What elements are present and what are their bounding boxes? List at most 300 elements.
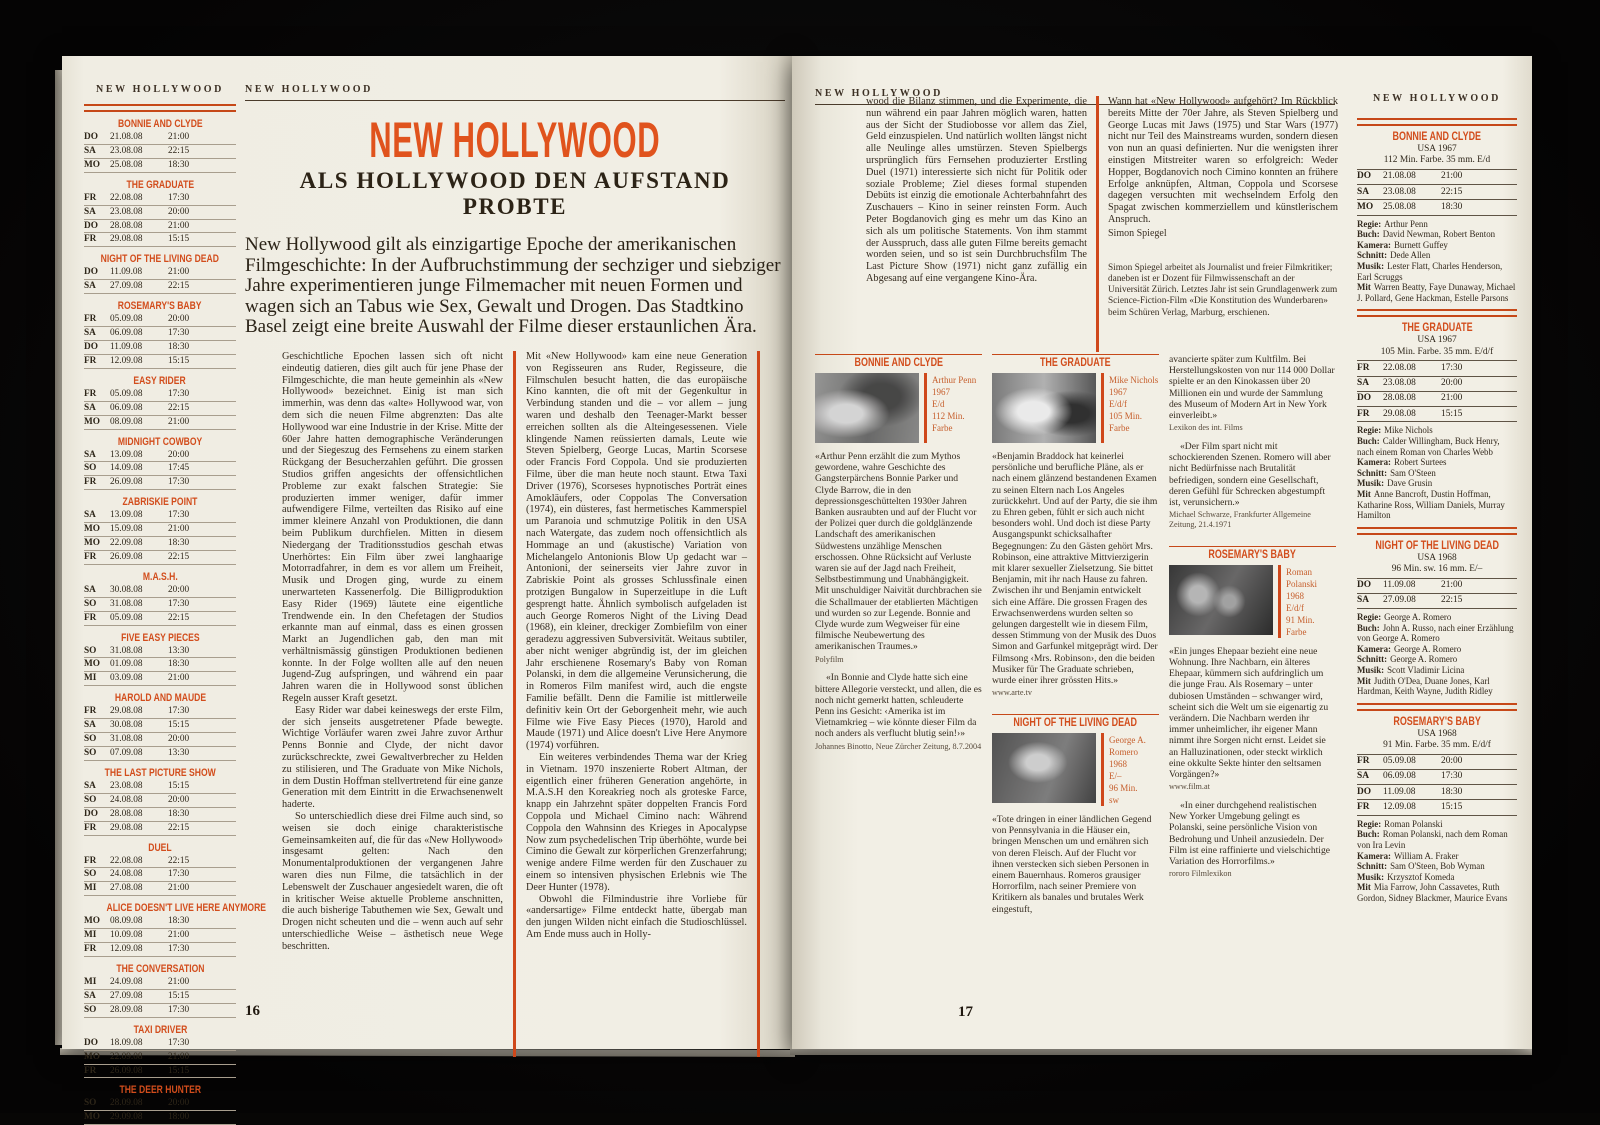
showing-row <box>84 672 236 686</box>
credit-label: Musik: <box>1357 871 1385 882</box>
showing-row <box>84 915 236 929</box>
showing-time: 13:30 <box>168 645 190 656</box>
column-divider <box>513 351 516 1057</box>
credit-line: Mike Nichols <box>1109 375 1159 385</box>
showing-date: 27.08.08 <box>110 883 143 894</box>
showing-date: 21.08.08 <box>1383 171 1416 182</box>
showing-time: 20:00 <box>168 794 190 805</box>
showing-time: 18:00 <box>168 1112 190 1123</box>
showing-day: DO <box>1357 393 1372 404</box>
film-title: EASY RIDER <box>133 374 187 387</box>
film-info-block <box>1357 527 1517 697</box>
credit-line: 1967 <box>932 387 950 397</box>
showings <box>1357 578 1517 610</box>
credit-value: Dave Grusin <box>1387 478 1433 489</box>
credit-label: Musik: <box>1357 665 1385 676</box>
showing-date: 13.09.08 <box>110 510 143 521</box>
credit-value: Mike Nichols <box>1384 425 1433 436</box>
showing-day: FR <box>84 477 97 488</box>
body-paragraph: wood die Bilanz stimmen, und die Experimente, die nun während ein paar Jahren möglich waren, hatten aus der Sicht der Studiobosse vor allem das Ziel, Geld einzuspielen. Und natürlich wollten längst nicht alle Neulinge alles umstürzen. Steven Spielbergs ursprünglich fürs Fernsehen produzierter Erstling Duel (1971) interessierte sich nicht für Politik oder soziale Probleme; Ziel dieses formal stupenden Debüts ist einzig die emotionale Achterbahnfahrt des Zuschauers – Kino in seiner reinsten Form. Auch Peter Bogdanovich ging es mehr um das Kino an sich als um politische Statements. Von ihm stammt der Ausspruch, dass alle guten Filme bereits gemacht worden seien, und so ist sein Durchbruchsfilm The Last Picture Show (1971) nicht ganz zufällig ein Abgesang auf eine vergangene Kino-Ära. <box>866 96 1087 284</box>
showing-day: FR <box>84 1065 97 1076</box>
credit-label: Mit <box>1357 675 1371 686</box>
showing-day: FR <box>84 706 97 717</box>
showing-date: 12.09.08 <box>1383 801 1416 812</box>
showing-day: SO <box>84 869 97 880</box>
showing-day: SA <box>84 206 96 217</box>
film-format: 91 Min. Farbe. 35 mm. E/d/f <box>1383 740 1491 751</box>
review-title-night-of-the-living-dead: NIGHT OF THE LIVING DEAD <box>1013 717 1138 730</box>
showing-row <box>84 929 236 943</box>
showing-day: DO <box>84 1037 98 1048</box>
showing-date: 22.08.08 <box>110 855 143 866</box>
showing-day: SA <box>84 402 96 413</box>
showing-day: SA <box>1357 186 1369 197</box>
credit-label: Mit <box>1357 488 1371 499</box>
showings <box>84 388 236 430</box>
showing-day: SO <box>84 463 97 474</box>
showing-day: DO <box>1357 786 1372 797</box>
credit-label: Kamera: <box>1357 239 1392 250</box>
photo-credits <box>1109 733 1159 806</box>
film-format: 96 Min. sw. 16 mm. E/– <box>1391 564 1483 575</box>
showing-day: DO <box>84 808 98 819</box>
film-info-block <box>1357 703 1517 904</box>
double-rule <box>1357 118 1517 126</box>
photo-credits <box>932 373 976 443</box>
credit-value: Krzysztof Komeda <box>1387 871 1455 882</box>
showing-day: MI <box>84 976 97 987</box>
showing-date: 12.09.08 <box>110 944 143 955</box>
showing-date: 22.08.08 <box>1383 362 1416 373</box>
showing-day: FR <box>1357 756 1370 767</box>
film-country-year: USA 1967 <box>1417 335 1457 346</box>
showing-date: 14.09.08 <box>110 463 143 474</box>
showing-row <box>84 355 236 369</box>
credit-line <box>1357 250 1517 261</box>
showing-date: 05.09.08 <box>1383 756 1416 767</box>
film-photo-the-graduate <box>992 373 1096 443</box>
showing-time: 17:30 <box>168 192 190 203</box>
film-photo-bonnie-and-clyde <box>815 373 919 443</box>
showing-row <box>84 612 236 626</box>
schedule-block <box>84 842 236 897</box>
showing-time: 21:00 <box>1441 580 1463 590</box>
credit-line: George A. Romero <box>1109 735 1146 758</box>
body-paragraph: Easy Rider war dabei keineswegs der erste Film, der sich jenseits ausgetretener Pfade bewegte. Wichtige Vorläufer waren zwei Jahre zuvor Arthur Penns Bonnie and Clyde, der nicht davor zurückschreckte, zwei Gewaltverbrecher zu Helden zu stilisieren, und The Graduate von Mike Nichols, in dem Dustin Hoffman stellvertretend für eine ganze Generation mit dem Eintritt in die Erwachsenenwelt haderte. <box>282 704 503 811</box>
showing-day: MI <box>84 673 97 684</box>
film-title: NIGHT OF THE LIVING DEAD <box>100 253 220 266</box>
credit-line: Farbe <box>932 423 953 433</box>
schedule-block <box>84 118 236 173</box>
credit-label: Kamera: <box>1357 457 1392 468</box>
spacer <box>1169 538 1336 546</box>
showing-time: 22:15 <box>168 281 190 292</box>
credit-line <box>1357 623 1517 644</box>
showing-date: 28.09.08 <box>110 1098 143 1109</box>
showing-row <box>1357 199 1517 214</box>
film-title: NIGHT OF THE LIVING DEAD <box>1375 539 1499 552</box>
credit-value: David Newman, Robert Benton <box>1382 229 1496 240</box>
showings <box>84 645 236 687</box>
credit-line <box>1357 478 1517 489</box>
showing-date: 06.09.08 <box>110 402 143 413</box>
author-bio: Simon Spiegel arbeitet als Journalist und freier Filmkritiker; daneben ist er Dozent für Filmwissenschaft an der Universität Zürich. Letztes Jahr ist sein Grundlagenwerk zum Science-Fiction-Film «Die Konstitution des Wunderbaren» beim Schüren Verlag, Marburg, erschienen. <box>1108 262 1338 318</box>
showing-day: SA <box>1357 771 1369 782</box>
author-byline: Simon Spiegel <box>1108 227 1167 239</box>
photo-credits <box>1109 373 1158 443</box>
credit-label: Schnitt: <box>1357 654 1388 665</box>
credit-value: George A. Romero <box>1390 654 1458 665</box>
schedule-block <box>84 300 236 369</box>
showing-day: MO <box>84 916 101 927</box>
showing-date: 23.08.08 <box>110 206 143 217</box>
credit-label: Kamera: <box>1357 643 1392 654</box>
credit-value: Roman Polanski <box>1384 818 1443 829</box>
credit-line <box>1357 282 1517 303</box>
showing-date: 26.09.08 <box>110 477 143 488</box>
showing-time: 18:30 <box>168 808 190 819</box>
showings <box>1357 169 1517 216</box>
credit-line: E/– <box>1109 771 1122 782</box>
credit-label: Schnitt: <box>1357 861 1388 872</box>
showings <box>84 1097 236 1125</box>
showing-date: 11.09.08 <box>1383 580 1416 590</box>
showing-row <box>84 233 236 247</box>
schedule-block <box>84 1024 236 1079</box>
showing-day: FR <box>84 314 97 325</box>
schedule-block <box>84 179 236 248</box>
showing-time: 17:30 <box>168 477 190 488</box>
review-title-bonnie-and-clyde: BONNIE AND CLYDE <box>854 357 943 369</box>
body-columns <box>282 351 785 1057</box>
showing-row <box>84 1051 236 1065</box>
showing-row <box>1357 376 1517 391</box>
showing-date: 29.09.08 <box>110 1112 143 1123</box>
review-source: Lexikon des int. Films <box>1169 423 1243 433</box>
credit-line <box>1357 261 1517 282</box>
showing-day: DO <box>84 267 98 278</box>
showing-date: 29.08.08 <box>1383 408 1416 419</box>
credit-label: Kamera: <box>1357 850 1392 861</box>
showing-time: 17:30 <box>168 328 190 339</box>
showings <box>84 915 236 957</box>
showing-day: FR <box>1357 362 1370 373</box>
showing-day: DO <box>1357 580 1372 590</box>
credit-label: Regie: <box>1357 218 1382 229</box>
credit-value: Warren Beatty, Faye Dunaway, Michael J. Pollard, Gene Hackman, Estelle Parsons <box>1357 282 1516 303</box>
photo-divider-rule <box>924 373 927 443</box>
film-credits <box>1357 219 1517 304</box>
showing-day: MO <box>84 1051 101 1062</box>
review-rule <box>1169 546 1336 547</box>
showing-time: 18:30 <box>1441 786 1463 797</box>
film-country-year: USA 1968 <box>1417 728 1457 739</box>
showing-row <box>84 1065 236 1079</box>
showing-date: 23.08.08 <box>110 145 143 156</box>
showing-date: 25.08.08 <box>1383 201 1416 212</box>
credit-line <box>1357 425 1517 436</box>
film-title: ALICE DOESN'T LIVE HERE ANYMORE <box>106 902 267 915</box>
showings <box>84 266 236 294</box>
photo-credits <box>1286 565 1336 638</box>
showing-row <box>1357 169 1517 184</box>
showing-day: MO <box>84 538 101 549</box>
showing-time: 20:00 <box>168 584 190 595</box>
showing-date: 31.08.08 <box>110 734 143 745</box>
showing-date: 23.08.08 <box>1383 378 1416 388</box>
body-paragraph: Mit «New Hollywood» kam eine neue Generation von Regisseuren ans Ruder, Regisseure, die Filmschulen besucht hatten, die das europäische Kino kannten, die oft mit der Gegenkultur in Verbindung standen und die – vor allem – jung waren und deshalb den Teenager-Markt besser erreichen sollten als die Alteingesessenen. Viele klingende Namen reüssierten damals, Leute wie Steven Spielberg, George Lucas, Martin Scorsese oder Francis Ford Coppola. Und sie produzierten Filme, über die man heute noch staunt. Etwa Taxi Driver (1976), Scorseses hypnotisches Porträt eines Amokläufers, oder Coppolas The Conversation (1974), ein düsteres, fast hermetisches Kammerspiel um Paranoia und schmutzige Politik in den USA nach Watergate, das zudem noch offensichtlich als Hommage an und (akustische) Variation von Michelangelo Antonionis Blow Up gedacht war – Antonioni, der seinerseits vier Jahre zuvor in Zabriskie Point als grosses Schlussfinale einen protzigen Bungalow in Superzeitlupe in die Luft gesprengt hatte. Ähnlich symbolisch aufgeladen ist auch George Romeros Night of the Living Dead (1968), ein kleiner, dreckiger Zombiefilm von einer geradezu aggressiven Subversivität. Weitaus subtiler, aber nicht weniger abgründig ist, der im gleichen Jahr erschienene Rosemary's Baby von Roman Polanski, in dem die allgemeine Verunsicherung, die in Romeros Film manifest wird, auch die engste Familie befällt. Denn die Familie ist mittlerweile definitiv kein Ort der Geborgenheit mehr, wie auch Filme wie Five Easy Pieces (1970), Harold and Maude (1971) und Alice doesn't Live Here Anymore (1974) vorführen. <box>526 350 747 752</box>
film-title: FIVE EASY PIECES <box>120 631 200 644</box>
schedule-block <box>84 253 236 294</box>
review-source: Michael Schwarze, Frankfurter Allgemeine Zeitung, 21.4.1971 <box>1169 510 1311 530</box>
showing-day: SO <box>84 1004 97 1015</box>
review-source: www.film.at <box>1169 782 1210 792</box>
credit-line: Arthur Penn <box>932 375 977 385</box>
review-quote: «Benjamin Braddock hat keinerlei persönliche und berufliche Pläne, als er nach einem glänzend bestandenen Examen zu seinen Eltern nach Los Angeles zurückkehrt. Und auf der Party, die sie ihm zu Ehren geben, fühlt er sich auch nicht besonders wohl. Und doch ist diese Party Ausgangspunkt schicksalhafter Begegnungen: Zu den Gästen gehört Mrs. Robinson, eine attraktive Mittvierzigerin mit klarer sexueller Zielsetzung. Sie bittet Benjamin, mit ihr nach Hause zu fahren. Zwischen ihr und Benjamin entwickelt sich eine Affäre. Die grossen Fragen des Erwachsenwerdens wurden selten so gelungen dargestellt wie in diesem Film, dessen Stimmung von der Musik des Duos Simon and Garfunkel mitgeprägt wird. Der Filmsong ‹Mrs. Robinson›, den die beiden Musiker für The Graduate schrieben, wurde einer ihrer grössten Hits.» <box>992 451 1158 687</box>
showing-row <box>84 313 236 327</box>
showing-time: 18:30 <box>168 341 190 352</box>
film-country-year: USA 1968 <box>1417 552 1457 563</box>
photo-divider-rule <box>1278 565 1281 638</box>
credit-label: Buch: <box>1357 622 1380 633</box>
body-paragraph: Ein weiteres verbindendes Thema war der Krieg in Vietnam. 1970 inszenierte Robert Altman, der eigentlich einer früheren Generation angehörte, in M.A.S.H den Koreakrieg noch als groteske Farce, knapp ein Jahrzehnt später doppelten Francis Ford Coppola und Michael Cimino nach: Während Coppola den Wahnsinn des Krieges in Apocalypse Now zum psychedelischen Trip überhöhte, wurde bei Cimino die Gewalt zur körperlichen Grenzerfahrung; wenige andere Filme werden für den Zuschauer zu einem so intensiven physischen Erlebnis wie The Deer Hunter (1978). <box>526 752 747 893</box>
film-title: ROSEMARY'S BABY <box>118 300 202 313</box>
review-title-rosemarys-baby: ROSEMARY'S BABY <box>1208 548 1297 561</box>
showing-row <box>84 705 236 719</box>
showing-time: 21:00 <box>168 1051 190 1062</box>
showings <box>84 1037 236 1079</box>
showing-date: 28.08.08 <box>110 808 143 819</box>
showing-date: 25.08.08 <box>110 159 143 170</box>
schedule-block <box>84 571 236 626</box>
sidebar-running-header: NEW HOLLYWOOD <box>1373 93 1501 104</box>
photo-divider-rule <box>1101 733 1104 806</box>
review-quote: «In einer durchgehend realistischen New Yorker Umgebung gelingt es Polanski, seine persönliche Vision von Bedrohung und Unheil anzusiedeln. Der Film ist eine raffinierte und vielschichtige Variation des Horrorfilms.» <box>1169 800 1331 868</box>
showing-date: 13.09.08 <box>110 449 143 460</box>
showing-time: 17:30 <box>168 869 190 880</box>
review-column-1 <box>815 354 982 915</box>
film-title: DUEL <box>148 841 172 854</box>
showing-date: 05.09.08 <box>110 388 143 399</box>
showing-time: 17:30 <box>168 510 190 521</box>
credit-value: Sam O'Steen, Bob Wyman <box>1390 861 1485 872</box>
film-photo-row <box>1169 565 1336 638</box>
film-format: 112 Min. Farbe. 35 mm. E/d <box>1383 155 1491 166</box>
review-column-3 <box>1169 354 1336 915</box>
review-source: Johannes Binotto, Neue Zürcher Zeitung, 8.7.2004 <box>815 741 982 751</box>
showing-day: SO <box>84 1098 97 1109</box>
review-source: www.arte.tv <box>992 688 1032 698</box>
showing-date: 29.08.08 <box>110 822 143 833</box>
credit-line <box>1357 882 1517 903</box>
review-rule <box>992 354 1159 355</box>
schedule-block <box>84 375 236 430</box>
showing-row <box>84 808 236 822</box>
showing-day: SO <box>84 748 97 758</box>
showing-time: 20:00 <box>168 314 190 325</box>
credit-line <box>1357 612 1517 623</box>
showing-row <box>84 537 236 551</box>
showing-time: 15:15 <box>168 780 190 791</box>
film-info-block <box>1357 118 1517 303</box>
showing-day: SA <box>84 145 96 156</box>
credit-line: Roman Polanski <box>1286 566 1318 589</box>
showing-time: 15:15 <box>1441 801 1463 812</box>
showing-day: SA <box>84 449 96 460</box>
credit-value: Burnett Guffey <box>1394 239 1448 250</box>
showing-time: 15:15 <box>168 720 190 731</box>
showing-row <box>84 327 236 341</box>
showing-date: 18.09.08 <box>110 1037 143 1048</box>
showing-row <box>84 584 236 598</box>
showing-time: 15:15 <box>168 355 190 366</box>
credit-label: Musik: <box>1357 478 1385 489</box>
showing-time: 13:30 <box>168 748 190 758</box>
showing-time: 21:00 <box>168 132 190 142</box>
showing-day: DO <box>84 132 98 142</box>
review-quote: «Ein junges Ehepaar bezieht eine neue Wohnung. Ihre Nachbarn, ein älteres Ehepaar, kümmern sich aufdringlich um die junge Frau. Als Rosemary – unter dubiosen Umständen – schwanger wird, scheint sich die Welt um sie eigenartig zu verändern. Die Nachbarn werden ihr immer unheimlicher, ihr eigener Mann nimmt ihre Sorgen nicht ernst. Leidet sie an Halluzinationen, oder steckt wirklich eine okkulte Sekte hinter den seltsamen Vorgängen?» <box>1169 645 1329 781</box>
review-quote-continued: avancierte später zum Kultfilm. Bei Herstellungskosten von nur 114 000 Dollar spielte er an den Kinokassen über 20 Millionen ein und wurde der Sammlung des Museum of Modern Art in New York einverleibt.» <box>1169 354 1335 422</box>
body-paragraph: Wann hat «New Hollywood» aufgehört? Im Rückblick bereits Mitte der 70er Jahre, als Steven Spielberg und George Lucas mit Jaws (1975) und Star Wars (1977) nicht nur Teil des Mainstreams wurden, sondern diesen von nun an quasi definierten. Nur die wenigsten ihrer einstigen Mitstreiter waren so erfolgreich: Weder Hopper, Bogdanovich noch Cimino konnten an frühere Erfolge anknüpfen, Altman, Coppola und Scorsese dagegen versuchten mit wechselndem Erfolg den Spagat zwischen kommerziellem und künstlerischem Anspruch. <box>1108 96 1338 225</box>
showing-day: FR <box>84 855 97 866</box>
showings <box>84 855 236 897</box>
credit-label: Buch: <box>1357 435 1380 446</box>
showing-day: SA <box>84 990 96 1001</box>
film-photo-row <box>815 373 982 443</box>
credit-label: Mit <box>1357 882 1371 893</box>
showing-row <box>84 449 236 463</box>
film-title: TAXI DRIVER <box>133 1023 187 1036</box>
showing-date: 24.09.08 <box>110 976 143 987</box>
film-title: MIDNIGHT COWBOY <box>117 435 203 448</box>
showing-time: 17:30 <box>168 706 190 717</box>
credit-value: George A. Romero <box>1384 612 1452 623</box>
showing-date: 08.09.08 <box>110 916 143 927</box>
showing-row <box>1357 799 1517 814</box>
film-title: ROSEMARY'S BABY <box>1393 715 1481 728</box>
showing-row <box>1357 754 1517 769</box>
showing-date: 22.09.08 <box>110 538 143 549</box>
continuation-column-1 <box>866 96 1087 352</box>
showings <box>84 584 236 626</box>
credit-line <box>1357 654 1517 665</box>
showing-date: 11.09.08 <box>1383 786 1416 797</box>
showing-row <box>84 402 236 416</box>
showing-row <box>84 598 236 612</box>
credit-value: Dede Allen <box>1390 250 1431 261</box>
credit-line: 105 Min. <box>1109 411 1143 421</box>
showing-day: MI <box>84 930 97 941</box>
showing-time: 17:45 <box>168 463 190 474</box>
body-column-2 <box>526 351 747 1057</box>
credit-value: Arthur Penn <box>1384 218 1428 229</box>
showing-row <box>84 645 236 659</box>
showing-time: 22:15 <box>168 402 190 413</box>
film-title: ZABRISKIE POINT <box>122 496 198 509</box>
showing-row <box>84 855 236 869</box>
showing-date: 30.08.08 <box>110 584 143 595</box>
credit-value: Judith O'Dea, Duane Jones, Karl Hardman, Keith Wayne, Judith Ridley <box>1357 675 1493 697</box>
showing-row <box>84 1004 236 1018</box>
credit-label: Schnitt: <box>1357 467 1388 478</box>
credit-line <box>1357 219 1517 230</box>
credit-line <box>1357 240 1517 251</box>
showing-time: 20:00 <box>168 1098 190 1109</box>
showing-date: 03.09.08 <box>110 673 143 684</box>
showing-time: 18:30 <box>1441 201 1463 212</box>
showing-row <box>1357 578 1517 593</box>
spacer <box>992 706 1159 714</box>
showing-row <box>84 462 236 476</box>
credit-value: Sam O'Steen <box>1390 467 1436 478</box>
film-title: THE GRADUATE <box>126 178 194 191</box>
showing-row <box>84 476 236 490</box>
showing-day: SA <box>84 510 96 521</box>
showing-row <box>84 1111 236 1125</box>
showing-row <box>1357 784 1517 799</box>
schedule-block <box>84 436 236 491</box>
review-quote: «In Bonnie and Clyde hatte sich eine bittere Allegorie versteckt, und allen, die es noch nicht gemerkt hatten, schleuderte Penn ins Gesicht: ‹Amerika ist im Vietnamkrieg – wie könnte dieser Film da noch anders als verflucht blutig sein!›» <box>815 672 982 740</box>
running-header: NEW HOLLYWOOD <box>815 88 1335 105</box>
column-divider <box>1096 96 1099 352</box>
showing-time: 17:30 <box>1441 362 1463 373</box>
credit-line: 96 Min. <box>1109 783 1138 794</box>
body-column-1 <box>282 351 503 1057</box>
showing-date: 01.09.08 <box>110 659 143 670</box>
showing-day: FR <box>84 551 97 562</box>
film-title: BONNIE AND CLYDE <box>117 118 203 130</box>
showing-time: 22:15 <box>1441 595 1463 606</box>
film-photo-night-of-the-living-dead <box>992 733 1096 803</box>
review-source: Polyfilm <box>815 654 844 664</box>
credit-value: Robert Surtees <box>1394 457 1447 468</box>
showing-time: 21:00 <box>168 673 190 684</box>
showing-day: SO <box>84 794 97 805</box>
showings <box>84 313 236 369</box>
showing-day: SA <box>1357 378 1369 388</box>
showing-row <box>84 159 236 173</box>
showing-day: FR <box>84 822 97 833</box>
showing-date: 28.09.08 <box>110 1004 143 1015</box>
showing-date: 06.09.08 <box>1383 771 1416 782</box>
showing-day: DO <box>84 220 98 231</box>
showing-date: 05.09.08 <box>110 612 143 623</box>
body-paragraph: So unterschiedlich diese drei Filme auch sind, so weisen sie doch einige charakteristische Gemeinsamkeiten auf, die für das «New Hollywood» insgesamt gelten: Nach den Monumentalproduktionen der vergangenen Jahre waren dies nun Filme, die tatsächlich in der Lebenswelt der Zuschauer angesiedelt waren, die oft in kritischer Weise aktuelle Probleme anschnitten, die auch bisherige Tabuthemen wie Sex, Gewalt und Drogen nicht scheuten und die – wenn auch auf sehr unterschiedliche Weise – ästhetisch neue Wege beschritten. <box>282 811 503 952</box>
showing-row <box>84 658 236 672</box>
showing-row <box>84 733 236 747</box>
showing-date: 31.08.08 <box>110 645 143 656</box>
running-header: NEW HOLLYWOOD <box>245 84 785 101</box>
credit-line: 91 Min. <box>1286 614 1315 625</box>
showing-row <box>84 192 236 206</box>
film-credits <box>1357 819 1517 904</box>
showing-row <box>84 976 236 990</box>
showing-day: DO <box>1357 171 1372 182</box>
showing-time: 22:15 <box>168 822 190 833</box>
showings <box>84 131 236 173</box>
showing-time: 21:00 <box>168 416 190 427</box>
showing-row <box>84 206 236 220</box>
showing-row <box>84 131 236 145</box>
showing-day: MO <box>84 1112 101 1123</box>
showing-date: 27.09.08 <box>110 281 143 292</box>
credit-line: E/d/f <box>1286 602 1304 613</box>
showing-date: 05.09.08 <box>110 314 143 325</box>
showing-date: 08.09.08 <box>110 416 143 427</box>
showing-date: 22.08.08 <box>110 192 143 203</box>
credit-line: 1968 <box>1286 590 1304 601</box>
showing-time: 22:15 <box>168 551 190 562</box>
